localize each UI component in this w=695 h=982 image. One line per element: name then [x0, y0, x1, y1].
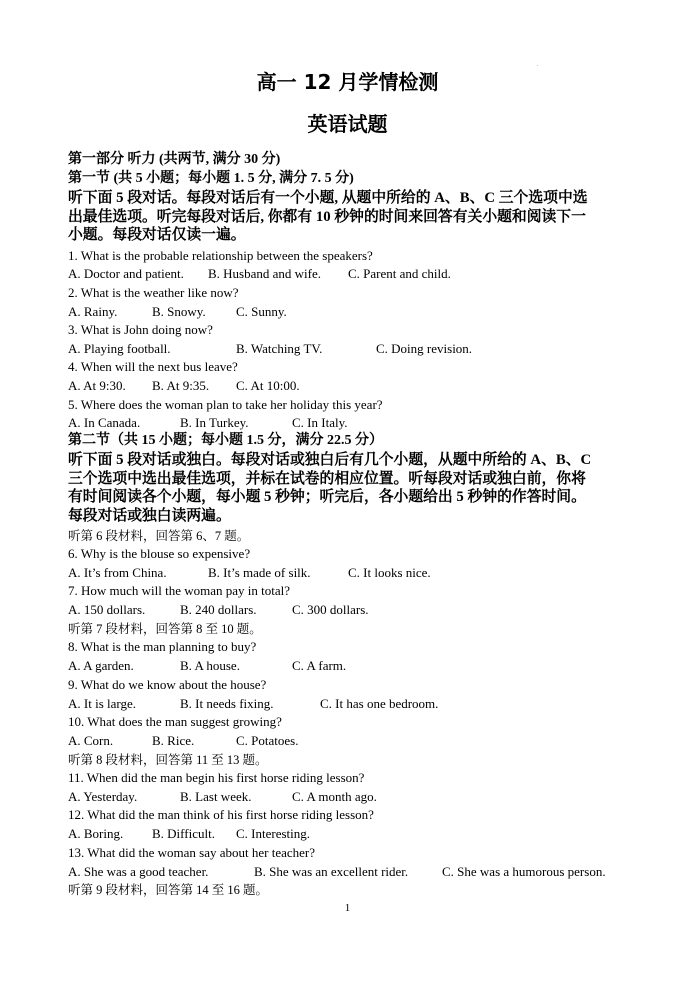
material-note-6: 听第 6 段材料，回答第 6、7 题。 — [68, 529, 250, 543]
option-b: B. At 9:35. — [152, 378, 210, 393]
option-b: B. Difficult. — [152, 826, 215, 841]
option-b: B. Rice. — [152, 733, 195, 748]
instruction-line: 听下面 5 段对话或独白。每段对话或独白后有几个小题，从题中所给的 A、B、C — [68, 452, 592, 468]
instruction-line: 小题。每段对话仅读一遍。 — [68, 227, 246, 244]
option-b: B. Watching TV. — [236, 341, 323, 356]
option-b: B. Husband and wife. — [208, 266, 322, 281]
option-b: B. She was an excellent rider. — [254, 864, 409, 879]
question-13: 13. What did the woman say about her teacher? — [68, 845, 316, 860]
question-11: 11. When did the man begin his first horse riding lesson? — [68, 770, 365, 785]
material-note-8: 听第 8 段材料，回答第 11 至 13 题。 — [68, 753, 268, 767]
part1-heading: 第一部分 听力 (共两节, 满分 30 分) — [68, 152, 281, 167]
option-c: C. She was a humorous person. — [442, 864, 606, 879]
question-12: 12. What did the man think of his first horse riding lesson? — [68, 807, 374, 822]
option-a: A. In Canada. — [68, 415, 141, 430]
section1-instructions — [68, 189, 628, 245]
option-c: C. 300 dollars. — [292, 602, 369, 617]
question-7: 7. How much will the woman pay in total? — [68, 583, 291, 598]
option-c: C. In Italy. — [292, 415, 348, 430]
option-b: B. A house. — [180, 658, 240, 673]
option-a: A. Yesterday. — [68, 789, 138, 804]
option-a: A. It’s from China. — [68, 565, 167, 580]
question-1: 1. What is the probable relationship between the speakers? — [68, 248, 373, 263]
option-c: C. Doing revision. — [376, 341, 473, 356]
question-9: 9. What do we know about the house? — [68, 677, 267, 692]
option-c: C. Potatoes. — [236, 733, 299, 748]
material-note-9: 听第 9 段材料，回答第 14 至 16 题。 — [68, 883, 269, 897]
instruction-line: 出最佳选项。听完每段对话后, 你都有 10 秒钟的时间来回答有关小题和阅读下一 — [68, 208, 586, 225]
option-a: A. Doctor and patient. — [68, 266, 184, 281]
page-subtitle: 英语试题 — [307, 112, 388, 136]
instruction-line: 有时间阅读各个小题，每小题 5 秒钟；听完后，各小题给出 5 秒钟的作答时间。 — [68, 489, 586, 506]
option-a: A. She was a good teacher. — [68, 864, 209, 879]
question-2: 2. What is the weather like now? — [68, 285, 239, 300]
option-b: B. It’s made of silk. — [208, 565, 311, 580]
section2-heading: 第二节（共 15 小题；每小题 1.5 分，满分 22.5 分） — [68, 433, 383, 448]
option-c: C. Sunny. — [236, 304, 287, 319]
option-a: A. 150 dollars. — [68, 602, 146, 617]
option-c: C. A farm. — [292, 658, 347, 673]
option-c: C. Parent and child. — [348, 266, 451, 281]
instruction-line: 每段对话或独白读两遍。 — [68, 508, 231, 525]
question-6: 6. Why is the blouse so expensive? — [68, 546, 251, 561]
option-c: C. At 10:00. — [236, 378, 300, 393]
option-c: C. A month ago. — [292, 789, 377, 804]
section1-heading: 第一节 (共 5 小题；每小题 1. 5 分, 满分 7. 5 分) — [68, 171, 354, 186]
option-c: C. It looks nice. — [348, 565, 431, 580]
option-b: B. In Turkey. — [180, 415, 249, 430]
page-title: 高一 12 月学情检测 — [256, 70, 439, 94]
option-a: A. A garden. — [68, 658, 134, 673]
option-a: A. It is large. — [68, 696, 136, 711]
option-a: A. Boring. — [68, 826, 124, 841]
option-b: B. Last week. — [180, 789, 252, 804]
option-c: C. Interesting. — [236, 826, 311, 841]
stray-mark: . — [537, 62, 539, 68]
question-10: 10. What does the man suggest growing? — [68, 714, 282, 729]
option-b: B. Snowy. — [152, 304, 206, 319]
question-8: 8. What is the man planning to buy? — [68, 639, 257, 654]
option-a: A. Playing football. — [68, 341, 171, 356]
option-a: A. At 9:30. — [68, 378, 126, 393]
question-3: 3. What is John doing now? — [68, 322, 213, 337]
option-c: C. It has one bedroom. — [320, 696, 439, 711]
option-a: A. Rainy. — [68, 304, 118, 319]
instruction-line: 三个选项中选出最佳选项，并标在试卷的相应位置。听每段对话或独白前，你将 — [68, 470, 586, 487]
option-a: A. Corn. — [68, 733, 114, 748]
section2-instructions — [68, 451, 628, 526]
material-note-7: 听第 7 段材料，回答第 8 至 10 题。 — [68, 622, 262, 636]
question-5: 5. Where does the woman plan to take her holiday this year? — [68, 397, 383, 412]
option-b: B. 240 dollars. — [180, 602, 257, 617]
instruction-line: 听下面 5 段对话。每段对话后有一个小题, 从题中所给的 A、B、C 三个选项中选 — [68, 190, 588, 206]
page-number: 1 — [344, 902, 351, 914]
option-b: B. It needs fixing. — [180, 696, 274, 711]
question-4: 4. When will the next bus leave? — [68, 359, 238, 374]
